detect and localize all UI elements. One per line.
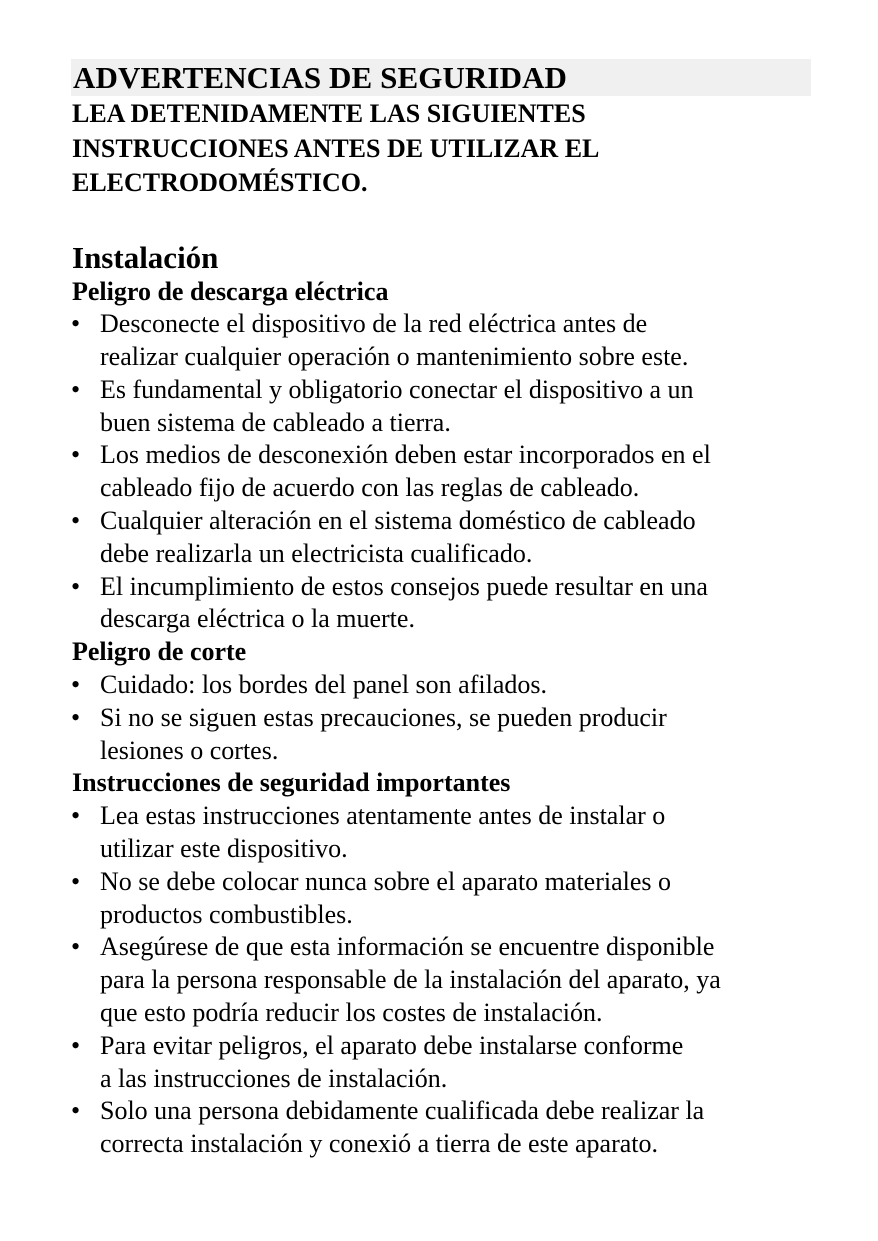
list-item-line: cableado fijo de acuerdo con las reglas de cableado. [100, 473, 640, 503]
warning-subtitle [72, 97, 692, 201]
list-item-line: No se debe colocar nunca sobre el aparato materiales o [100, 866, 672, 896]
list-item-line: Los medios de desconexión deben estar incorporados en el [100, 440, 711, 470]
list-item-line: Es fundamental y obligatorio conectar el dispositivo a un [100, 374, 694, 404]
group-heading: Peligro de descarga eléctrica [72, 276, 389, 306]
list-item-line: Asegúrese de que esta información se encuentre disponible [100, 932, 715, 962]
list-item [71, 439, 811, 505]
hazard-group [71, 636, 811, 767]
bullet-list [71, 800, 811, 1161]
subtitle-line: ELECTRODOMÉSTICO. [72, 168, 368, 197]
bullet-icon: • [71, 374, 81, 404]
list-item-line: descarga eléctrica o la muerte. [100, 604, 415, 634]
document-page [71, 59, 811, 1161]
list-item-line: a las instrucciones de instalación. [100, 1063, 448, 1093]
bullet-icon: • [71, 309, 81, 339]
list-item-line: Para evitar peligros, el aparato debe instalarse conforme [100, 1030, 684, 1060]
section-title: Instalación [72, 239, 219, 275]
group-heading: Instrucciones de seguridad importantes [72, 768, 511, 798]
bullet-icon: • [71, 1096, 81, 1126]
bullet-icon: • [71, 702, 81, 732]
list-item-line: productos combustibles. [100, 899, 353, 929]
list-item-line: Solo una persona debidamente cualificada debe realizar la [100, 1096, 705, 1126]
list-item [71, 669, 811, 702]
page-title: ADVERTENCIAS DE SEGURIDAD [71, 59, 811, 96]
bullet-icon: • [71, 571, 81, 601]
list-item-line: correcta instalación y conexió a tierra de este aparato. [100, 1129, 658, 1159]
hazard-group [71, 767, 811, 1161]
list-item-line: lesiones o cortes. [100, 735, 279, 765]
list-item [71, 505, 811, 571]
list-item [71, 374, 811, 440]
bullet-list [71, 308, 811, 636]
bullet-icon: • [71, 1030, 81, 1060]
bullet-icon: • [71, 866, 81, 896]
list-item-line: para la persona responsable de la instalación del aparato, ya [100, 965, 721, 995]
list-item [71, 1030, 811, 1096]
list-item [71, 931, 811, 1029]
bullet-icon: • [71, 670, 81, 700]
bullet-icon: • [71, 506, 81, 536]
list-item-line: realizar cualquier operación o mantenimiento sobre este. [100, 342, 689, 372]
list-item-line: Cualquier alteración en el sistema doméstico de cableado [100, 506, 696, 536]
list-item-line: El incumplimiento de estos consejos puede resultar en una [100, 571, 708, 601]
bullet-icon: • [71, 440, 81, 470]
list-item-line: buen sistema de cableado a tierra. [100, 407, 451, 437]
list-item [71, 866, 811, 932]
list-item [71, 1095, 811, 1161]
safety-groups [71, 276, 811, 1162]
list-item-line: Desconecte el dispositivo de la red eléctrica antes de [100, 309, 648, 339]
list-item-line: Cuidado: los bordes del panel son afilados. [100, 670, 547, 700]
bullet-icon: • [71, 801, 81, 831]
list-item-line: debe realizarla un electricista cualificado. [100, 538, 533, 568]
list-item-line: que esto podría reducir los costes de instalación. [100, 998, 603, 1028]
hazard-group [71, 276, 811, 637]
list-item [71, 800, 811, 866]
bullet-list [71, 669, 811, 767]
list-item-line: Lea estas instrucciones atentamente antes de instalar o [100, 801, 666, 831]
list-item [71, 308, 811, 374]
list-item [71, 571, 811, 637]
subtitle-line: INSTRUCCIONES ANTES DE UTILIZAR EL [72, 133, 600, 163]
list-item [71, 702, 811, 768]
subtitle-line: LEA DETENIDAMENTE LAS SIGUIENTES [72, 99, 586, 128]
bullet-icon: • [71, 932, 81, 962]
group-heading: Peligro de corte [72, 637, 247, 667]
list-item-line: utilizar este dispositivo. [100, 834, 348, 864]
list-item-line: Si no se siguen estas precauciones, se pueden producir [100, 702, 667, 732]
